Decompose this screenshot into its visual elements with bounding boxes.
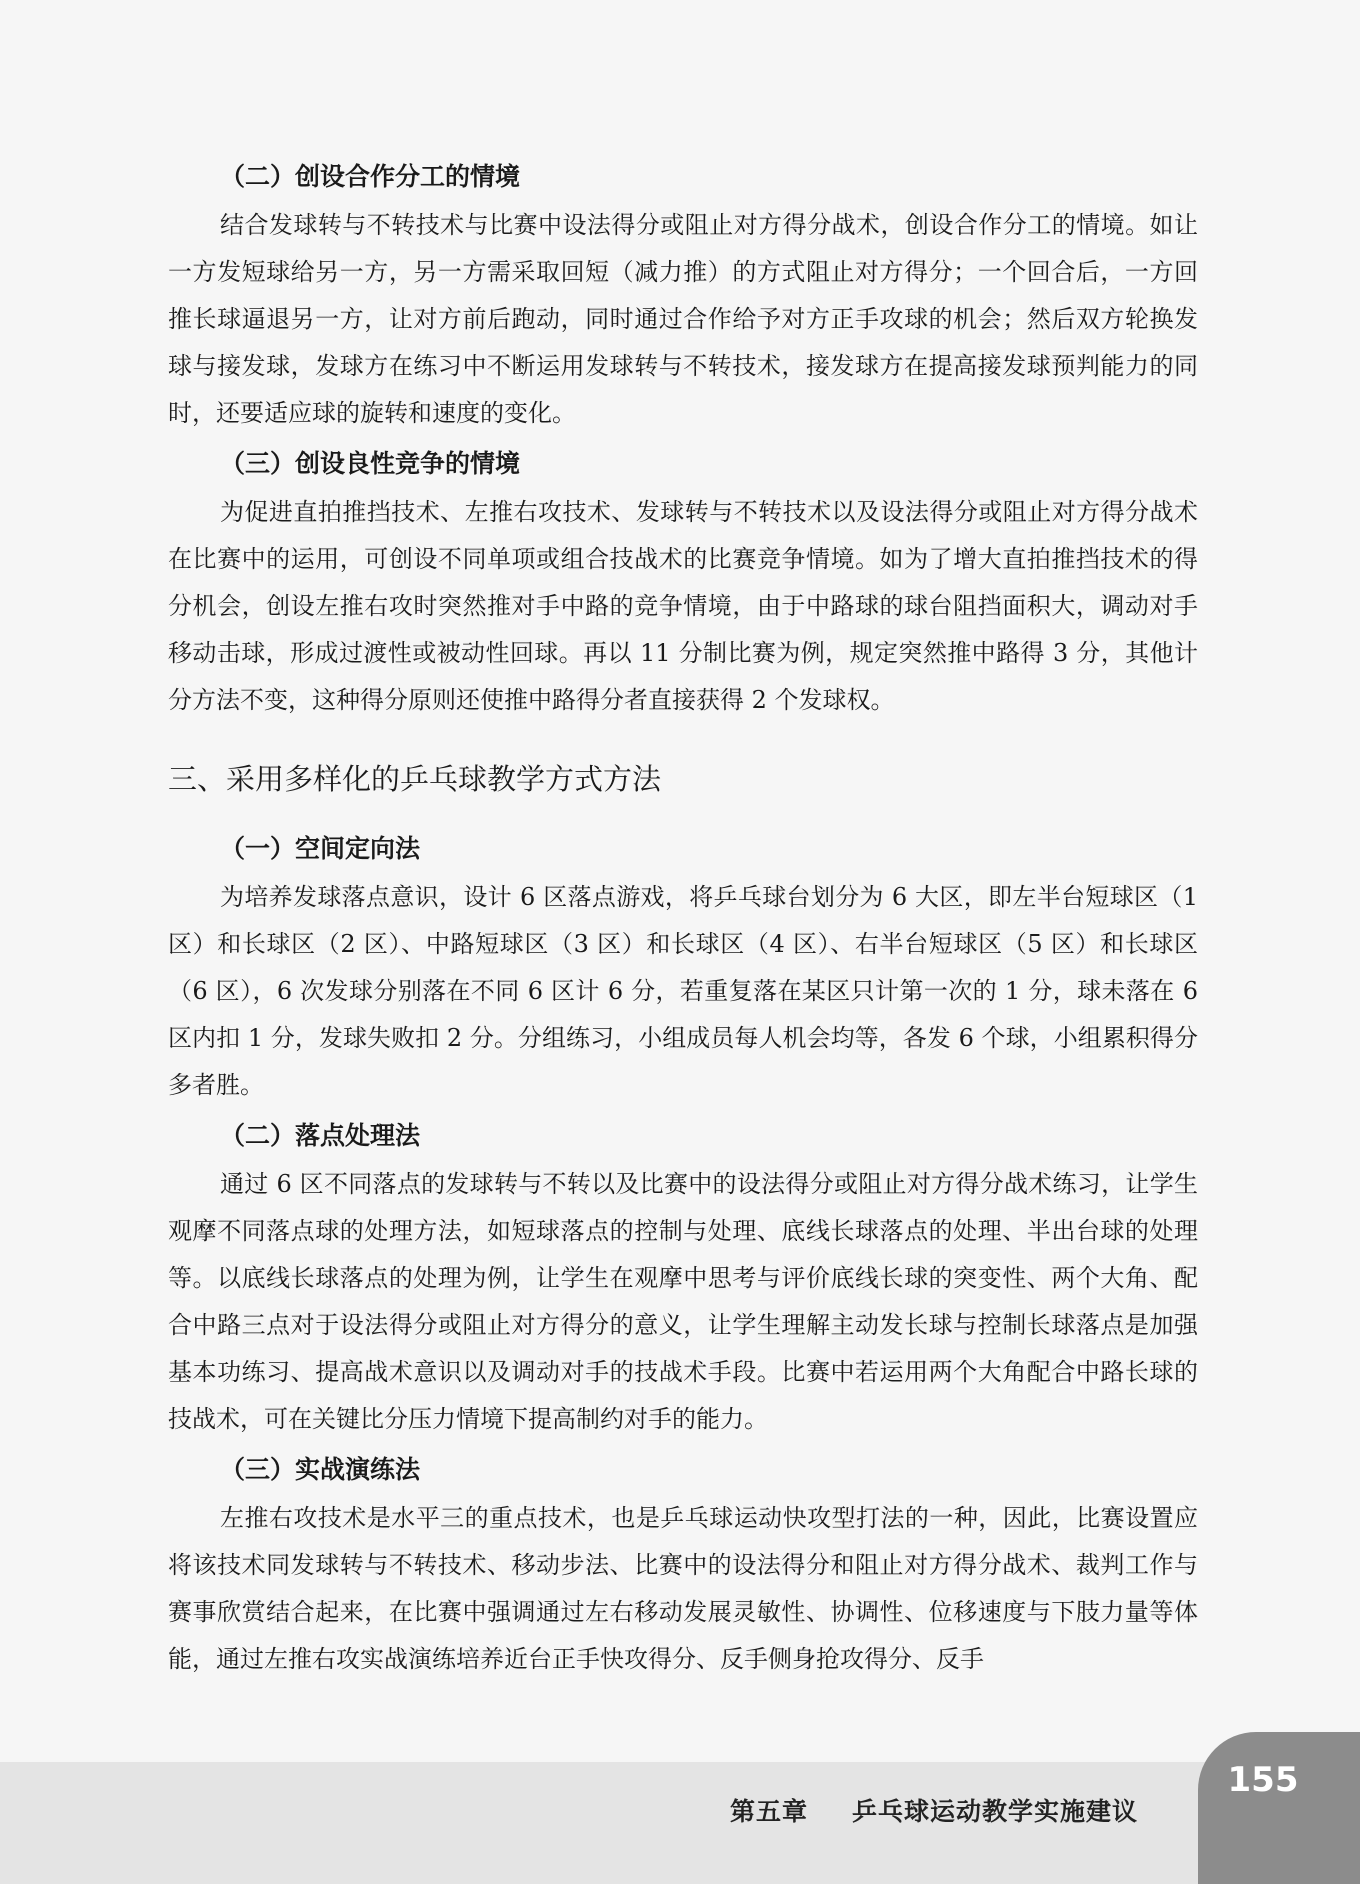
paragraph: 通过 6 区不同落点的发球转与不转以及比赛中的设法得分或阻止对方得分战术练习，让学生观摩不同落点球的处理方法，如短球落点的控制与处理、底线长球落点的处理、半出台球的处理等。以底线长球落点的处理为例，让学生在观摩中思考与评价底线长球的突变性、两个大角、配合中路三点对于设法得分或阻止对方得分的意义，让学生理解主动发长球与控制长球落点是加强基本功练习、提高战术意识以及调动对手的技战术手段。比赛中若运用两个大角配合中路长球的技战术，可在关键比分压力情境下提高制约对手的能力。 (168, 1170, 1198, 1433)
sub-heading: （二）落点处理法 (220, 1121, 421, 1150)
paragraph: 为培养发球落点意识，设计 6 区落点游戏，将乒乓球台划分为 6 大区，即左半台短球区（1 区）和长球区（2 区）、中路短球区（3 区）和长球区（4 区）、右半台短球区（5 区）和长球区（6 区），6 次发球分别落在不同 6 区计 6 分，若重复落在某区只计第一次的 1 分，球未落在 6 区内扣 1 分，发球失败扣 2 分。分组练习，小组成员每人机会均等，各发 6 个球，小组累积得分多者胜。 (168, 883, 1198, 1099)
subsection-placement-handling (168, 1113, 1198, 1443)
running-footer (730, 1792, 1138, 1828)
section-cooperation (168, 154, 1198, 437)
chapter-label: 第五章 (729, 1797, 808, 1826)
paragraph: 为促进直拍推挡技术、左推右攻技术、发球转与不转技术以及设法得分或阻止对方得分战术在比赛中的运用，可创设不同单项或组合技战术的比赛竞争情境。如为了增大直拍推挡技术的得分机会，创设左推右攻时突然推对手中路的竞争情境，由于中路球的球台阻挡面积大，调动对手移动击球，形成过渡性或被动性回球。再以 11 分制比赛为例，规定突然推中路得 3 分，其他计分方法不变，这种得分原则还使推中路得分者直接获得 2 个发球权。 (168, 498, 1198, 714)
subsection-practical-drill (168, 1447, 1198, 1683)
section-heading: 三、采用多样化的乒乓球教学方式方法 (168, 762, 662, 796)
page-number-tab (1198, 1732, 1360, 1884)
page-content (168, 150, 1198, 1683)
sub-heading: （二）创设合作分工的情境 (220, 162, 521, 191)
section-competition (168, 441, 1198, 724)
sub-heading: （三）创设良性竞争的情境 (220, 449, 521, 478)
paragraph: 结合发球转与不转技术与比赛中设法得分或阻止对方得分战术，创设合作分工的情境。如让一方发短球给另一方，另一方需采取回短（减力推）的方式阻止对方得分；一个回合后，一方回推长球逼退另一方，让对方前后跑动，同时通过合作给予对方正手攻球的机会；然后双方轮换发球与接发球，发球方在练习中不断运用发球转与不转技术，接发球方在提高接发球预判能力的同时，还要适应球的旋转和速度的变化。 (168, 211, 1198, 427)
sub-heading: （一）空间定向法 (220, 834, 421, 863)
page-footer (0, 1762, 1360, 1884)
chapter-title: 乒乓球运动教学实施建议 (851, 1797, 1138, 1826)
sub-heading: （三）实战演练法 (220, 1455, 421, 1484)
page-number: 155 (1227, 1760, 1299, 1800)
paragraph: 左推右攻技术是水平三的重点技术，也是乒乓球运动快攻型打法的一种，因此，比赛设置应将该技术同发球转与不转技术、移动步法、比赛中的设法得分和阻止对方得分战术、裁判工作与赛事欣赏结合起来，在比赛中强调通过左右移动发展灵敏性、协调性、位移速度与下肢力量等体能，通过左推右攻实战演练培养近台正手快攻得分、反手侧身抢攻得分、反手 (168, 1504, 1198, 1673)
subsection-spatial-orientation (168, 826, 1198, 1109)
